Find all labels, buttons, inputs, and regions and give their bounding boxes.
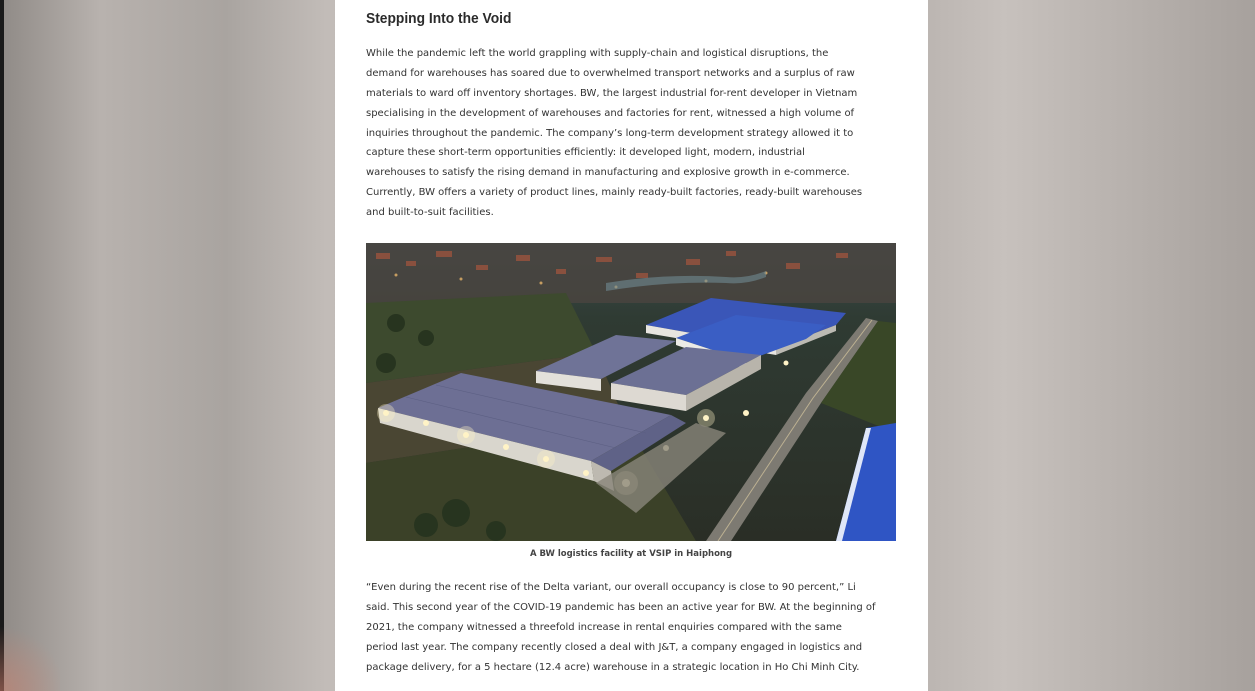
paragraph-line: 2021, the company witnessed a threefold increase in rental enquiries compared with the same	[366, 621, 842, 633]
paragraph-line: Currently, BW offers a variety of product lines, mainly ready-built factories, ready-built warehouses	[366, 187, 863, 199]
paragraph-line: capture these short-term opportunities efficiently: it developed light, modern, industrial	[366, 147, 805, 159]
paragraph-line: While the pandemic left the world grappling with supply-chain and logistical disruptions, the	[366, 48, 829, 59]
paragraph-line: warehouses to satisfy the rising demand in manufacturing and explosive growth in e-commerce.	[366, 167, 850, 179]
article-page	[335, 0, 928, 691]
paragraph-1	[366, 44, 862, 223]
paragraph-line: and built-to-suit facilities.	[366, 207, 494, 219]
section-heading: Stepping Into the Void	[366, 10, 512, 27]
warehouse-aerial-photo	[366, 243, 896, 541]
paragraph-line: period last year. The company recently closed a deal with J&T, a company engaged in logistics and	[366, 641, 863, 653]
paragraph-2	[366, 578, 876, 677]
paragraph-line: specialising in the development of warehouses and factories for rent, witnessed a high volume of	[366, 107, 855, 119]
screen-edge	[0, 0, 4, 691]
paragraph-line: demand for warehouses has soared due to overwhelmed transport networks and a surplus of raw	[366, 67, 855, 79]
image-caption: A BW logistics facility at VSIP in Haiphong	[529, 549, 733, 559]
paragraph-line: package delivery, for a 5 hectare (12.4 acre) warehouse in a strategic location in Ho Chi Minh City.	[366, 661, 860, 673]
paragraph-line: inquiries throughout the pandemic. The company’s long-term development strategy allowed it to	[366, 127, 854, 139]
paragraph-line: said. This second year of the COVID-19 pandemic has been an active year for BW. At the beginning of	[366, 601, 876, 613]
background-glow	[0, 621, 60, 691]
paragraph-line: “Even during the recent rise of the Delta variant, our overall occupancy is close to 90 percent,” Li	[366, 582, 856, 593]
paragraph-line: materials to ward off inventory shortages. BW, the largest industrial for-rent developer in Vietnam	[366, 87, 858, 99]
